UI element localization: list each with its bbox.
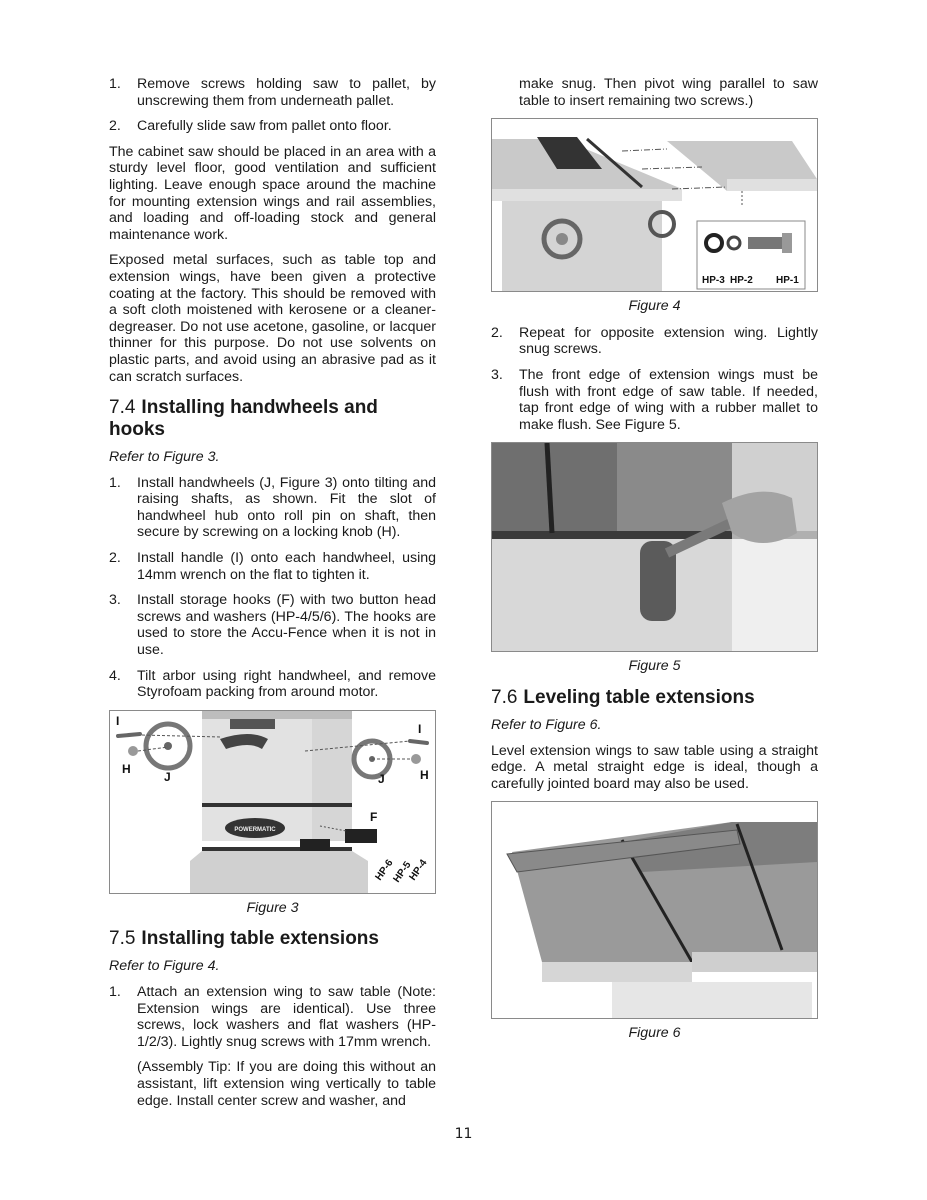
step-number: 1. [109,984,121,1000]
saw-cabinet [502,201,662,291]
section-heading-7-6 [491,687,818,709]
step-text: Repeat for opposite extension wing. Lightly snug screws. [519,324,818,358]
figure-4-image [491,118,818,292]
label-hp-1: HP-1 [776,275,799,287]
extension-step-1 [109,984,436,1050]
step-number: 1. [109,474,121,491]
section-title: Leveling table extensions [523,686,755,708]
left-column [109,76,436,1118]
label-hp-5: HP-5 [391,859,414,885]
label-hp-2: HP-2 [730,275,753,287]
leveling-paragraph: Level extension wings to saw table using a straight edge. A metal straight edge is ideal, though a carefully jointed board may also be used. [491,742,818,792]
label-hp-6: HP-6 [373,857,396,883]
step-text: Install handle (I) onto each handwheel, using 14mm wrench on the flat to tighten it. [137,550,436,583]
step-number: 2. [109,550,121,567]
step-number: 3. [491,366,503,383]
label-i-right: I [418,721,422,736]
label-i-left: I [116,713,120,728]
handwheel-step-1 [109,475,436,541]
figure-reference: Refer to Figure 6. [491,716,602,733]
handwheel-step-2 [109,550,436,583]
section-heading-7-4 [109,397,436,441]
cleaning-paragraph: Exposed metal surfaces, such as table top and extension wings, have been given a protective coating at the factory. This should be removed with a soft cloth moistened with kerosene or a cleaner-degreaser. Do not use acetone, gasoline, or lacquer thinner for this purpose. Do not use solvents on plastic parts, and avoid using an abrasive pad as it can scratch surfaces. [109,252,436,385]
label-f: F [370,809,378,824]
left-handle [118,734,140,736]
section-title: Installing handwheels and hooks [109,397,378,441]
section-number: 7.5 [109,928,136,950]
step-number: 2. [109,118,121,135]
unpack-step-2 [109,118,436,135]
right-handle [410,741,427,743]
right-column [491,76,818,1052]
storage-hook-f [345,829,377,843]
figure-5-image [491,442,818,652]
label-h-left: H [122,761,131,776]
step-number: 1. [109,76,121,92]
wing-front-edge [542,962,692,982]
figure-reference: Refer to Figure 3. [109,449,220,466]
unpack-step-1 [109,76,436,109]
label-h-right: H [420,767,429,782]
assembly-tip-part-2: make snug. Then pivot wing parallel to saw table to insert remaining two screws.) [519,76,818,109]
lock-washer [728,237,740,249]
figure-3-image [109,710,436,894]
step-text: The front edge of extension wings must be flush with front edge of saw table. If needed, tap front edge of wing with a rubber mallet to make flush. See Figure 5. [519,366,818,433]
flat-washer [706,235,722,251]
step-text: Carefully slide saw from pallet onto floor. [137,118,392,135]
figure-6-image [491,801,818,1019]
section-heading-7-5 [109,928,436,950]
handwheel-step-4 [109,668,436,701]
figure-reference: Refer to Figure 4. [109,958,220,975]
figure-5-caption: Figure 5 [628,658,681,675]
placement-paragraph: The cabinet saw should be placed in an area with a sturdy level floor, good ventilation and sufficient lighting. Leave enough space around the machine for mounting extension wings and rail assemblies, and loading and off-loading stock and general maintenance work. [109,143,436,243]
label-j-right: J [378,771,385,786]
step-text: Remove screws holding saw to pallet, by unscrewing them from underneath pallet. [137,76,436,109]
step-number: 2. [491,324,503,341]
label-hp-4: HP-4 [407,857,430,883]
step-number: 3. [109,592,121,609]
figure-6-caption: Figure 6 [628,1025,681,1042]
step-text: Install storage hooks (F) with two button head screws and washers (HP-4/5/6). The hooks are used to store the Accu-Fence when it is not in use. [137,592,436,659]
right-knob [411,754,421,764]
extension-step-3 [491,367,818,433]
section-number: 7.6 [491,686,518,708]
assembly-tip-part-1: (Assembly Tip: If you are doing this without an assistant, lift extension wing vertically to table edge. Install center screw and washer, and [137,1059,436,1109]
cabinet-base [190,851,368,893]
extension-step-2 [491,325,818,358]
label-j-left: J [164,769,171,784]
figure-4-caption: Figure 4 [628,298,681,315]
handwheel-step-3 [109,592,436,658]
section-title: Installing table extensions [141,928,379,950]
page-number: 11 [454,1126,473,1142]
section-number: 7.4 [109,397,136,419]
step-text: Tilt arbor using right handwheel, and remove Styrofoam packing from around motor. [137,667,436,701]
brand-text: POWERMATIC [234,826,276,833]
hex-screw [748,237,784,249]
step-text: Attach an extension wing to saw table (Note: Extension wings are identical). Use three screws, lock washers and flat washers (HP-1/2/3). Lightly snug screws with 17mm wrench. [137,984,436,1050]
left-knob [128,746,138,756]
storage-hook-installed [300,839,330,851]
step-number: 4. [109,667,121,684]
figure-3-caption: Figure 3 [246,899,299,916]
step-text: Install handwheels (J, Figure 3) onto tilting and raising shafts, as shown. Fit the slot of handwheel hub onto roll pin on shaft, then secure by screwing on a locking knob (H). [137,474,436,541]
label-hp-3: HP-3 [702,275,725,287]
